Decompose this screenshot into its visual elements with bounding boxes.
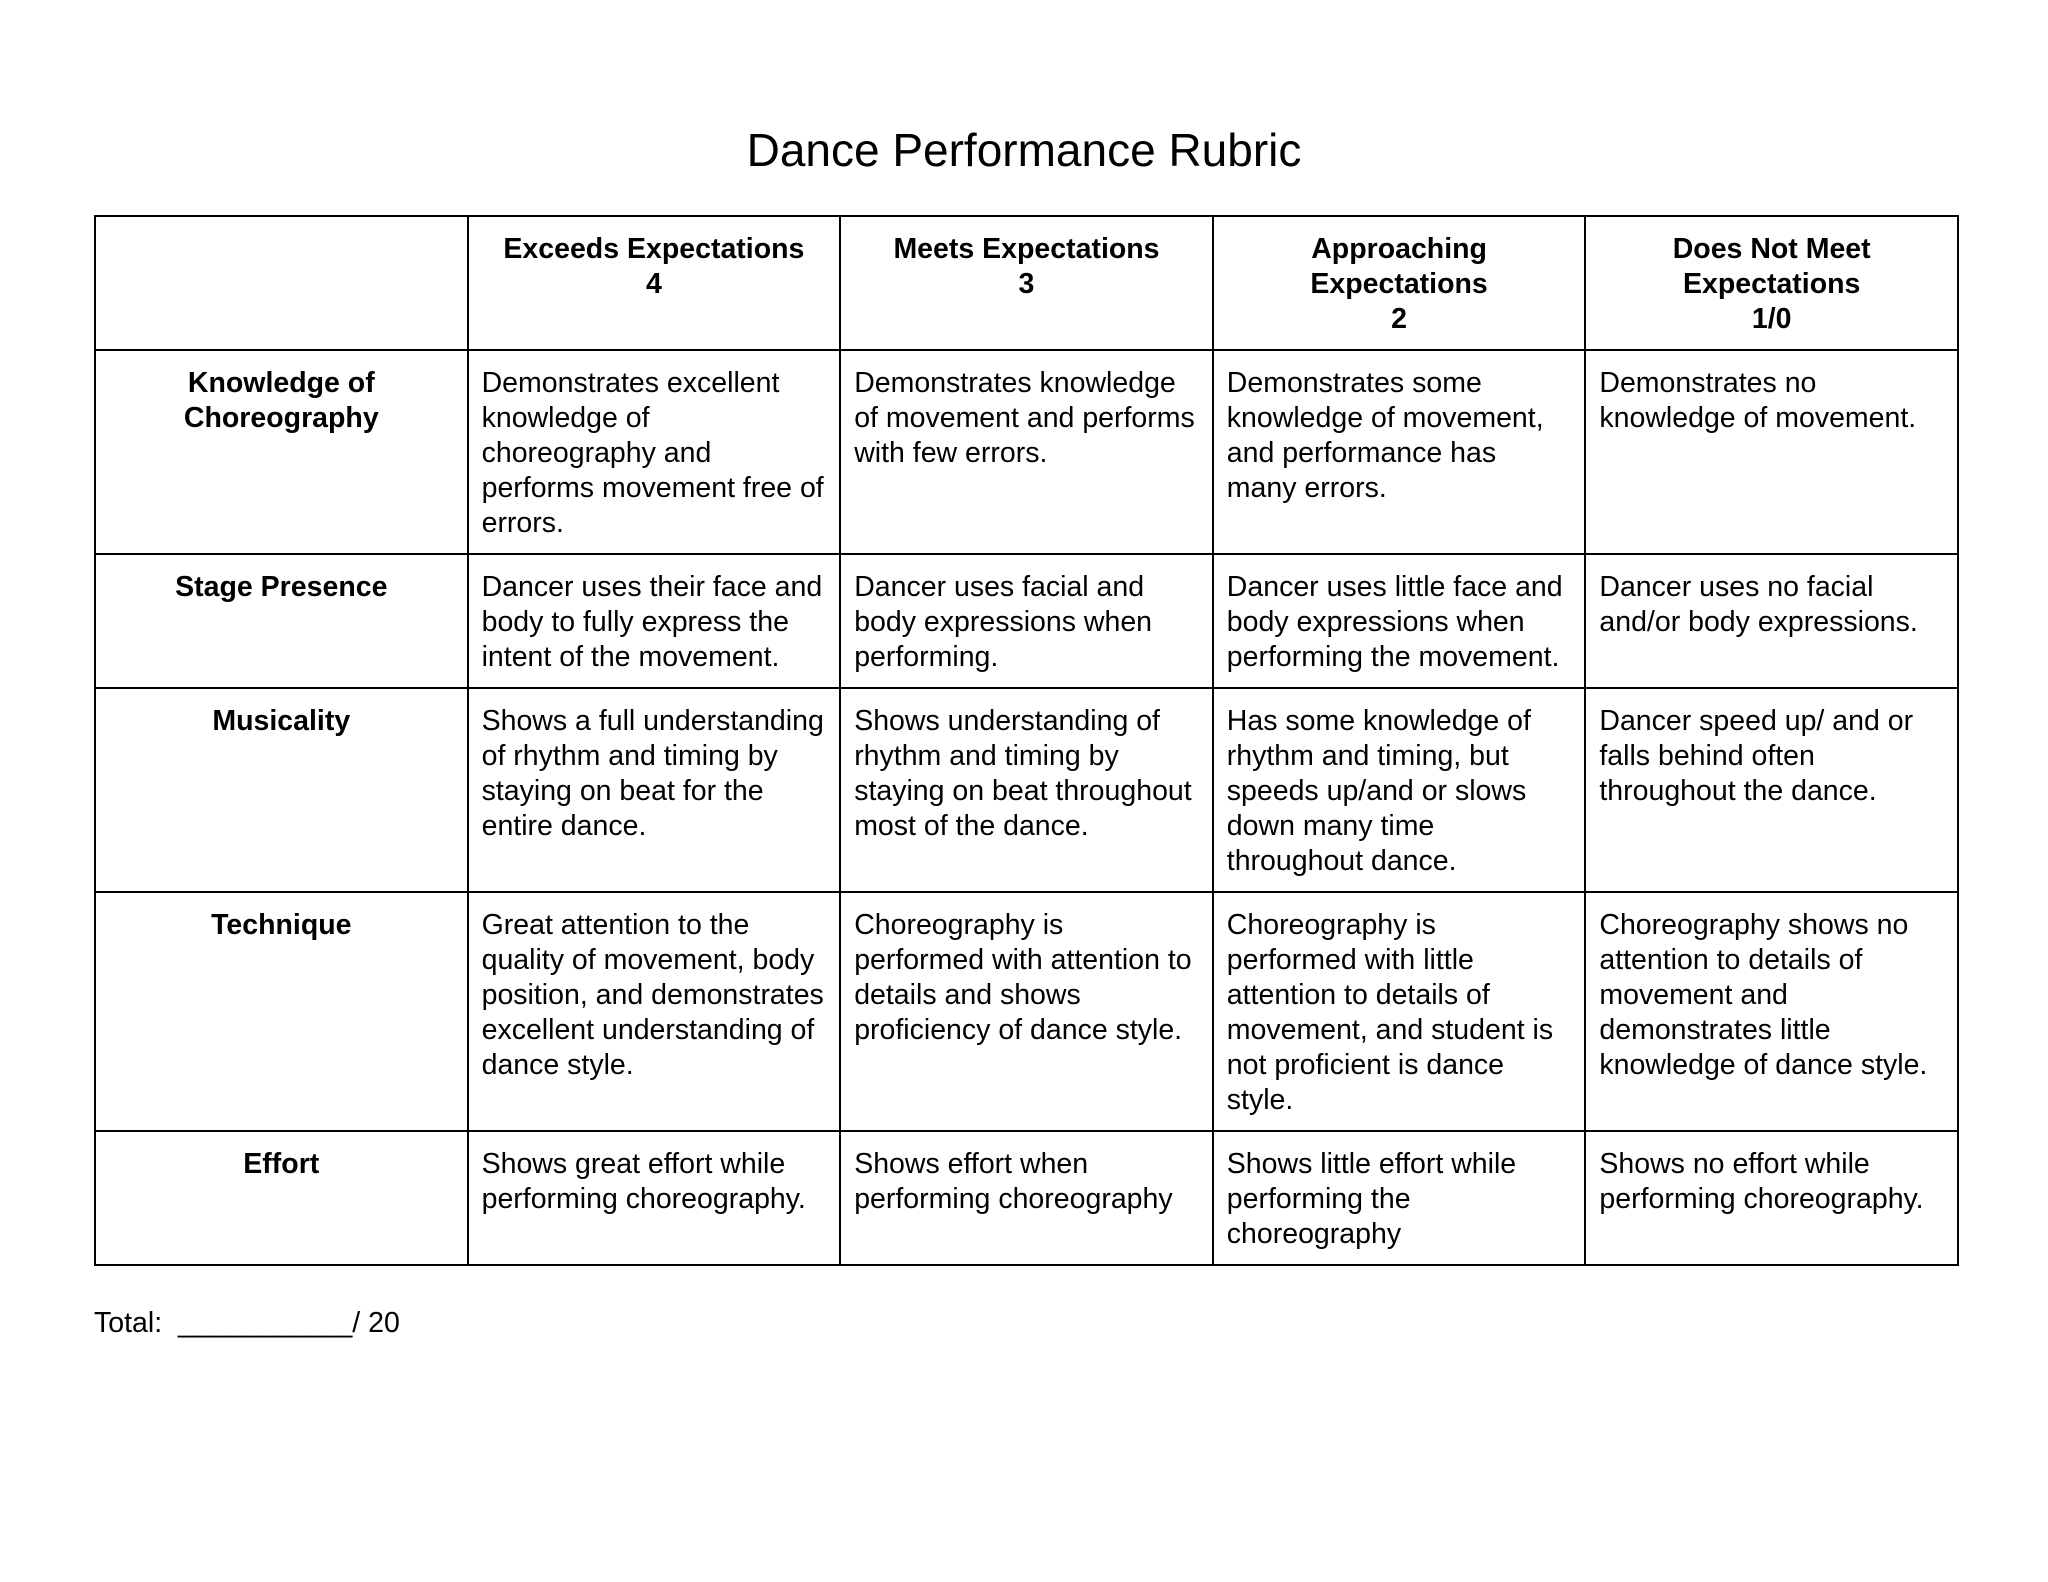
criterion-cell: Effort [95, 1131, 468, 1265]
header-corner-cell [95, 216, 468, 350]
criterion-cell: Knowledge of Choreography [95, 350, 468, 554]
descriptor-cell: Demonstrates knowledge of movement and performs with few errors. [840, 350, 1213, 554]
rubric-row-musicality [95, 688, 1958, 892]
descriptor-cell: Demonstrates no knowledge of movement. [1585, 350, 1958, 554]
descriptor-cell: Dancer uses facial and body expressions when performing. [840, 554, 1213, 688]
descriptor-cell: Shows no effort while performing choreography. [1585, 1131, 1958, 1265]
descriptor-cell: Dancer uses no facial and/or body expressions. [1585, 554, 1958, 688]
total-score-line: Total: ___________/ 20 [94, 1307, 400, 1339]
descriptor-cell: Shows little effort while performing the choreography [1213, 1131, 1586, 1265]
page-title: Dance Performance Rubric [746, 123, 1302, 176]
header-level-label: Meets Expectations [893, 233, 1160, 265]
header-level-label: Exceeds Expectations [503, 233, 805, 265]
descriptor-cell: Choreography shows no attention to details of movement and demonstrates little knowledge of dance style. [1585, 892, 1958, 1131]
header-cell-approaching [1213, 216, 1586, 350]
criterion-cell: Musicality [95, 688, 468, 892]
descriptor-cell: Great attention to the quality of movement, body position, and demonstrates excellent understanding of dance style. [468, 892, 841, 1131]
header-level-score: 4 [645, 268, 662, 300]
rubric-row-effort [95, 1131, 1958, 1265]
rubric-row-stage-presence [95, 554, 1958, 688]
descriptor-cell: Choreography is performed with little attention to details of movement, and student is not proficient is dance style. [1213, 892, 1586, 1131]
criterion-cell: Stage Presence [95, 554, 468, 688]
header-row [95, 216, 1958, 350]
header-cell-meets [840, 216, 1213, 350]
rubric-table [94, 215, 1959, 1266]
header-level-score: 3 [1018, 268, 1035, 300]
descriptor-cell: Dancer speed up/ and or falls behind often throughout the dance. [1585, 688, 1958, 892]
descriptor-cell: Demonstrates excellent knowledge of choreography and performs movement free of errors. [468, 350, 841, 554]
rubric-row-technique [95, 892, 1958, 1131]
header-level-label: Does Not Meet Expectations [1672, 233, 1871, 300]
descriptor-cell: Dancer uses little face and body expressions when performing the movement. [1213, 554, 1586, 688]
criterion-cell: Technique [95, 892, 468, 1131]
descriptor-cell: Choreography is performed with attention to details and shows proficiency of dance style. [840, 892, 1213, 1131]
descriptor-cell: Demonstrates some knowledge of movement, and performance has many errors. [1213, 350, 1586, 554]
header-cell-exceeds [468, 216, 841, 350]
header-cell-does-not-meet [1585, 216, 1958, 350]
header-level-label: Approaching Expectations [1310, 233, 1488, 300]
header-level-score: 2 [1391, 303, 1407, 335]
descriptor-cell: Shows understanding of rhythm and timing by staying on beat throughout most of the dance. [840, 688, 1213, 892]
descriptor-cell: Shows a full understanding of rhythm and timing by staying on beat for the entire dance. [468, 688, 841, 892]
descriptor-cell: Shows effort when performing choreography [840, 1131, 1213, 1265]
rubric-row-knowledge-of-choreography [95, 350, 1958, 554]
descriptor-cell: Dancer uses their face and body to fully express the intent of the movement. [468, 554, 841, 688]
header-level-score: 1/0 [1751, 303, 1792, 335]
descriptor-cell: Has some knowledge of rhythm and timing, but speeds up/and or slows down many time throughout dance. [1213, 688, 1586, 892]
descriptor-cell: Shows great effort while performing choreography. [468, 1131, 841, 1265]
